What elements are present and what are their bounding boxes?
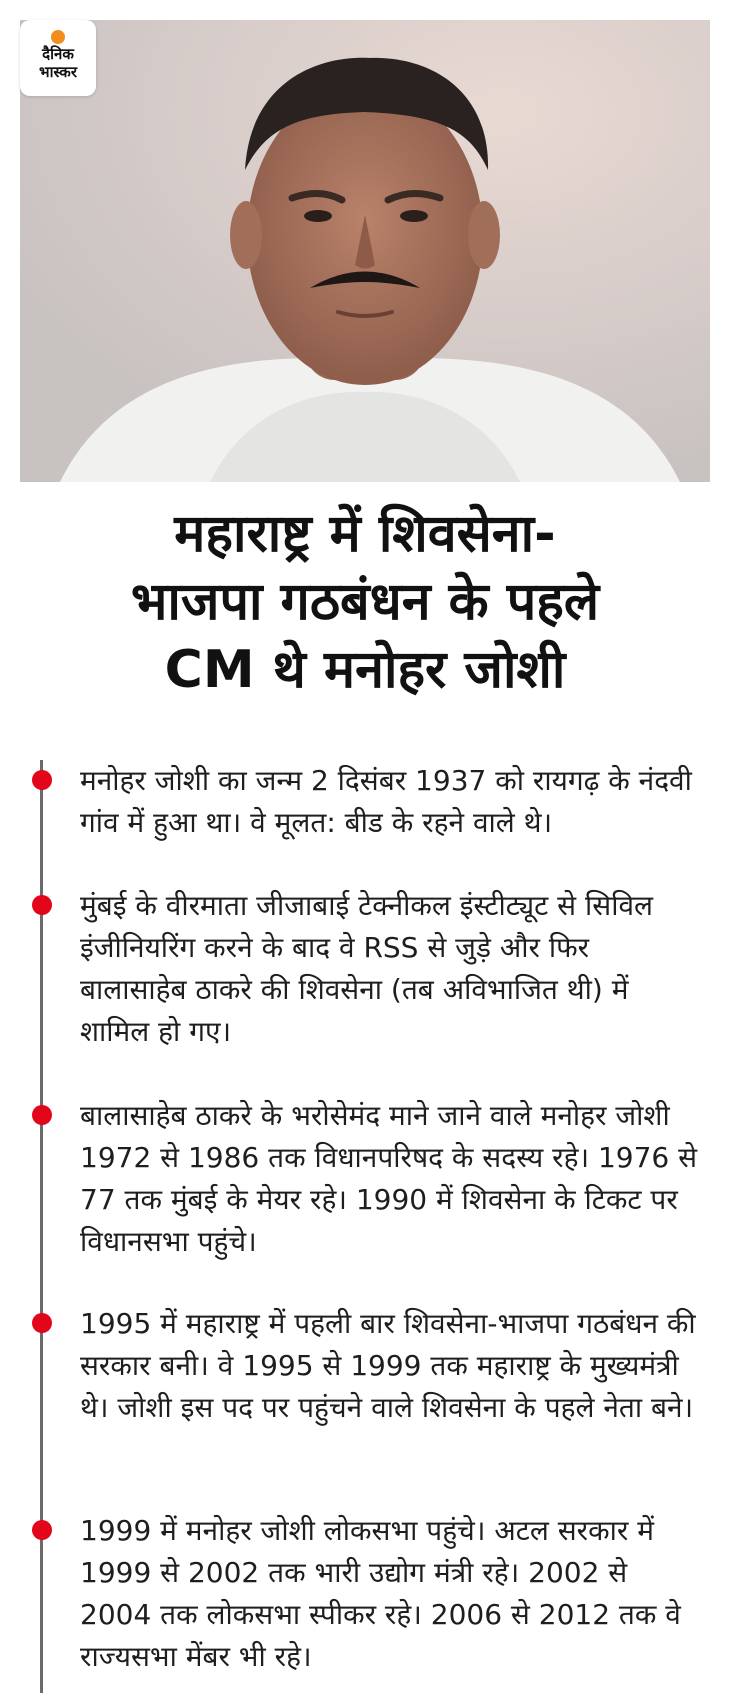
portrait-photo <box>20 20 710 482</box>
timeline-bullet-icon <box>32 770 52 790</box>
timeline-bullet-icon <box>32 1520 52 1540</box>
headline-line-1: महाराष्ट्र में शिवसेना- <box>174 504 556 564</box>
logo-text-line1: दैनिक <box>42 45 74 63</box>
timeline-bullet-icon <box>32 1105 52 1125</box>
timeline-bullet-icon <box>32 1313 52 1333</box>
sun-icon <box>51 30 65 44</box>
logo-text-line2: भास्कर <box>39 63 77 81</box>
portrait-illustration <box>20 20 710 482</box>
timeline-bullet-icon <box>32 895 52 915</box>
headline-line-3: CM थे मनोहर जोशी <box>164 640 566 700</box>
timeline-item: मुंबई के वीरमाता जीजाबाई टेक्नीकल इंस्टीट्यूट से सिविल इंजीनियरिंग करने के बाद वे RSS से जुड़े और फिर बालासाहेब ठाकरे की शिवसेना (तब अविभाजित थी) में शामिल हो गए। <box>80 889 653 1048</box>
timeline-item: 1999 में मनोहर जोशी लोकसभा पहुंचे। अटल सरकार में 1999 से 2002 तक भारी उद्योग मंत्री रहे। 2002 से 2004 तक लोकसभा स्पीकर रहे। 2006 से 2012 तक वे राज्यसभा मेंबर भी रहे। <box>80 1514 681 1673</box>
timeline-item: मनोहर जोशी का जन्म 2 दिसंबर 1937 को रायगढ़ के नंदवी गांव में हुआ था। वे मूलत: बीड के रहने वाले थे। <box>80 764 692 839</box>
timeline-item: बालासाहेब ठाकरे के भरोसेमंद माने जाने वाले मनोहर जोशी 1972 से 1986 तक विधानपरिषद के सदस्य रहे। 1976 से 77 तक मुंबई के मेयर रहे। 1990 में शिवसेना के टिकट पर विधानसभा पहुंचे। <box>80 1099 698 1258</box>
timeline-item: 1995 में महाराष्ट्र में पहली बार शिवसेना-भाजपा गठबंधन की सरकार बनी। वे 1995 से 1999 तक महाराष्ट्र के मुख्यमंत्री थे। जोशी इस पद पर पहुंचने वाले शिवसेना के पहले नेता बने। <box>80 1307 696 1424</box>
brand-logo <box>20 20 96 96</box>
headline-line-2: भाजपा गठबंधन के पहले <box>130 572 600 632</box>
headline <box>40 500 690 704</box>
